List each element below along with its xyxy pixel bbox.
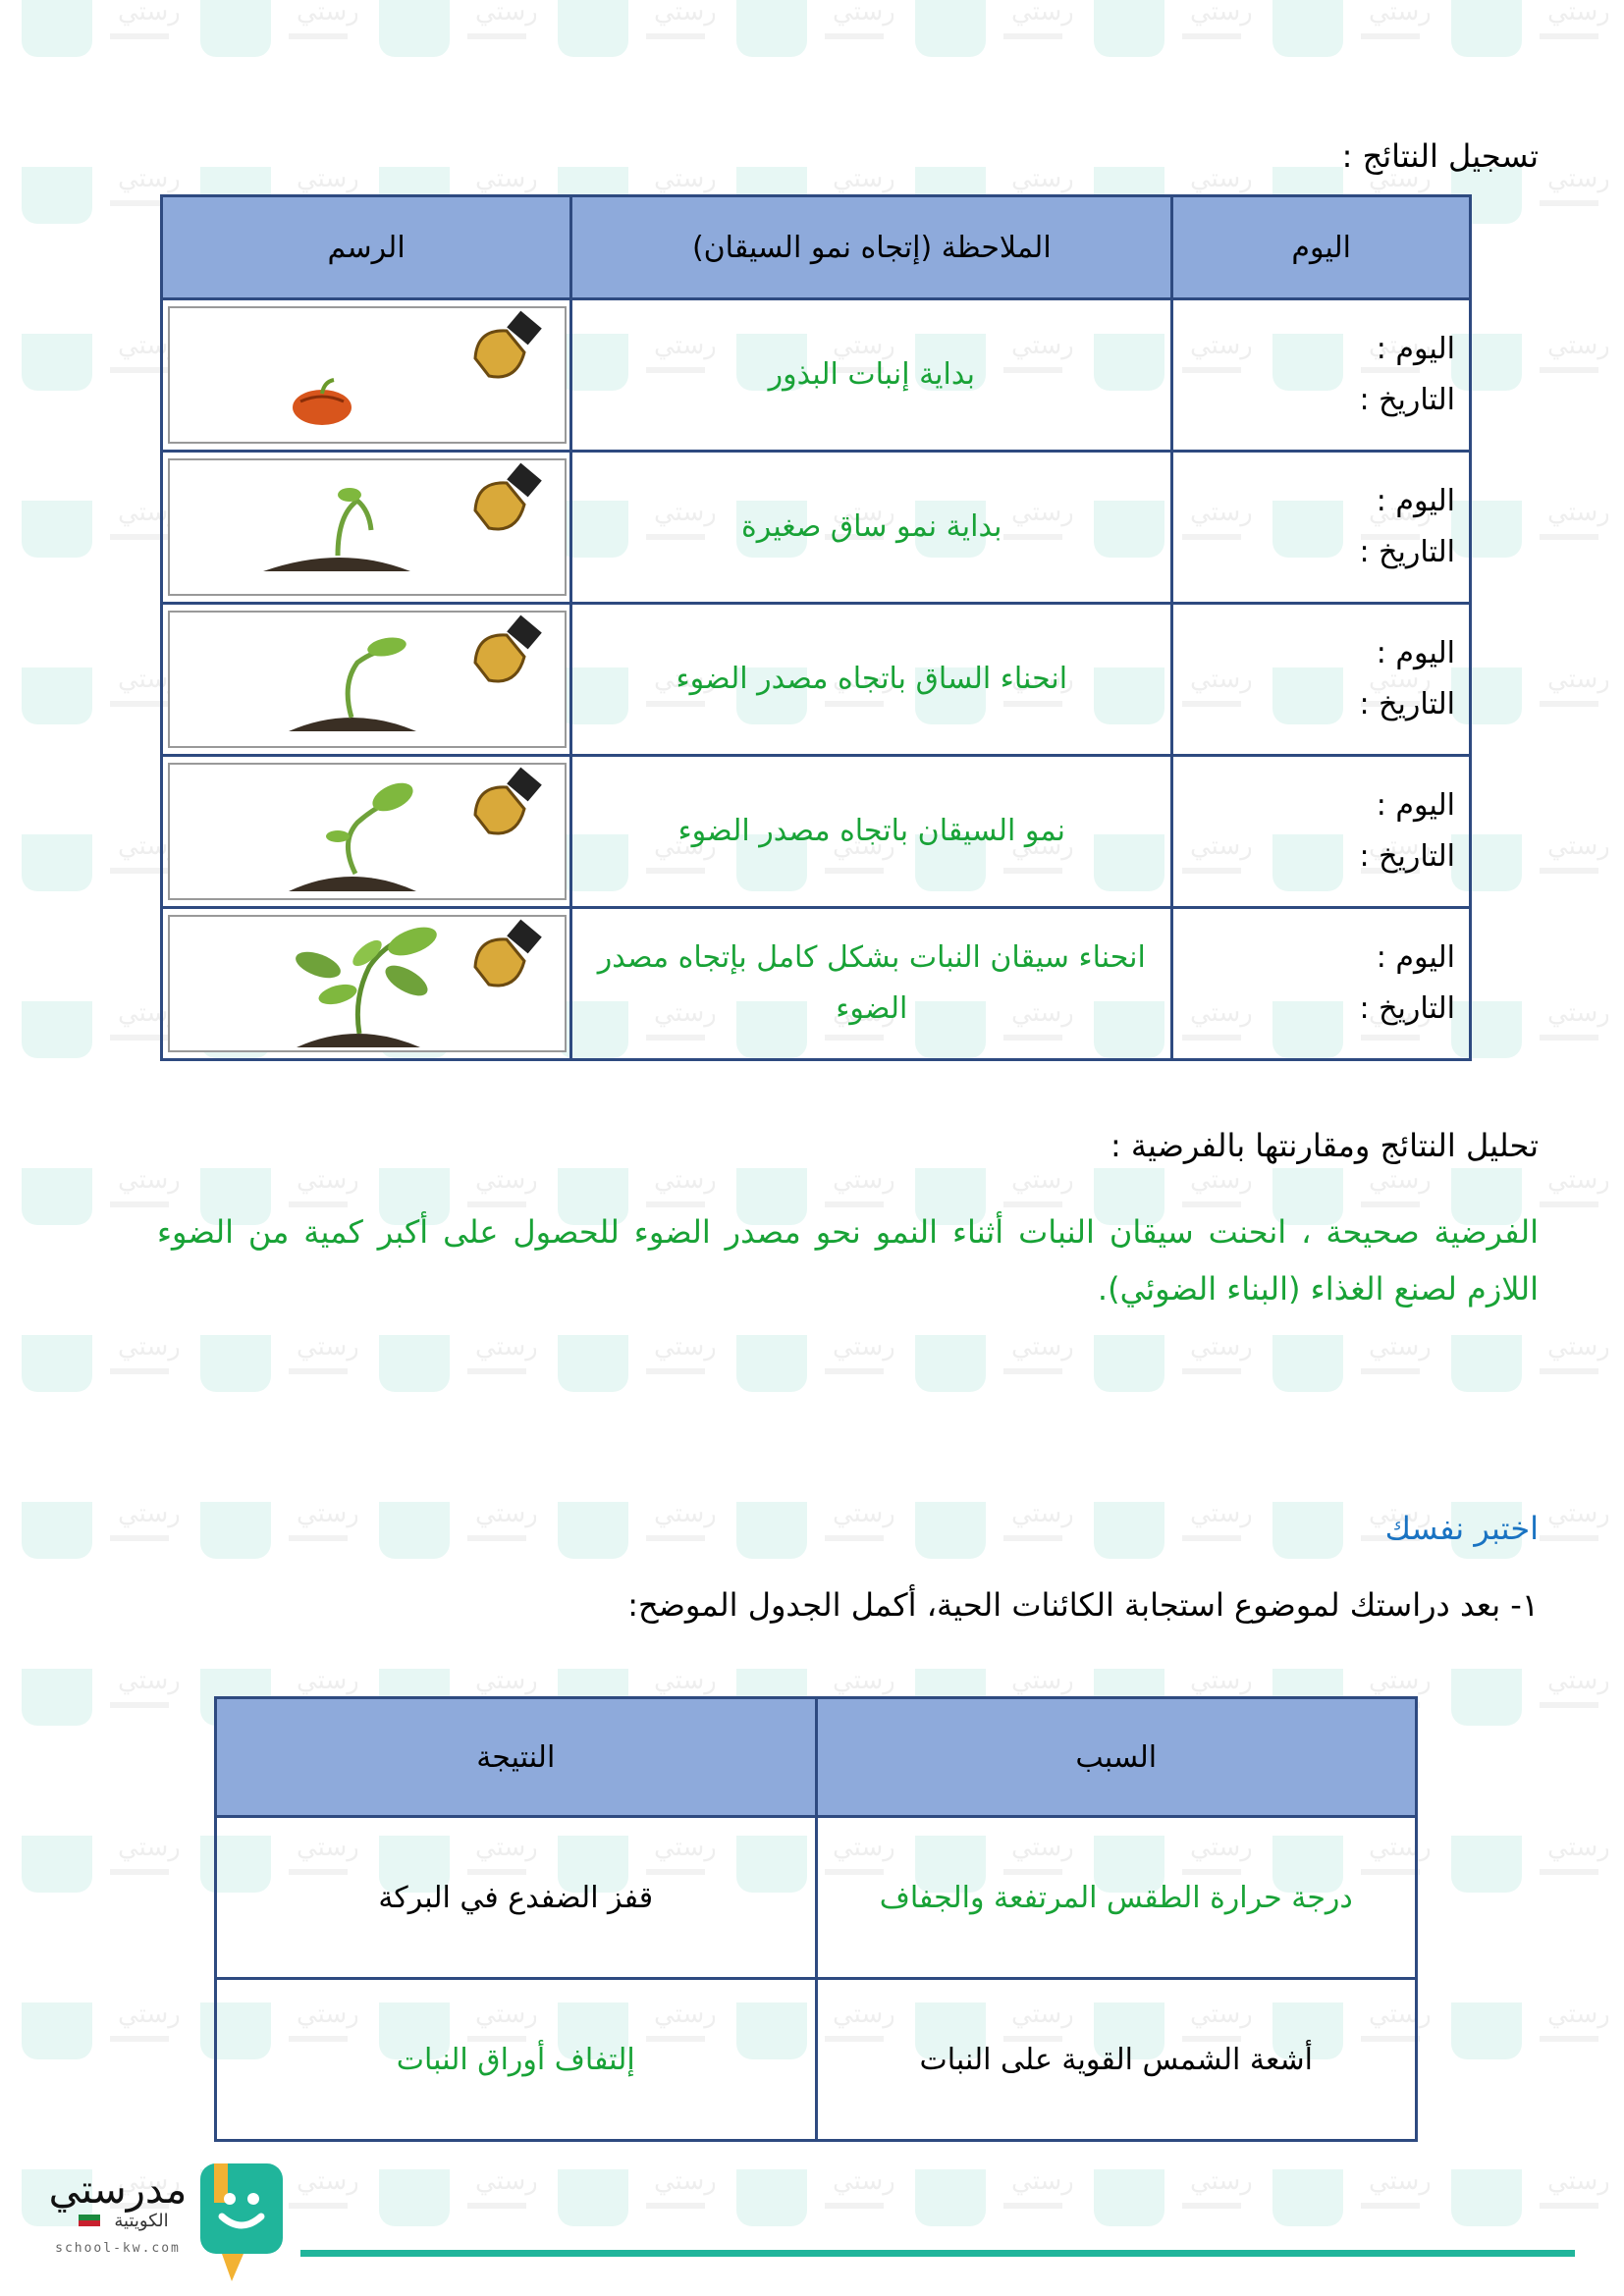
table-row bbox=[162, 604, 1471, 756]
date-label: التاريخ : bbox=[1359, 383, 1455, 417]
date-label: التاريخ : bbox=[1359, 535, 1455, 569]
seed-germination-drawing bbox=[165, 301, 569, 449]
logo-name: مدرستي bbox=[48, 2167, 188, 2213]
test-yourself-heading: اختبر نفسك bbox=[1384, 1510, 1539, 1547]
results-table bbox=[160, 194, 1472, 1061]
result-cell: قفز الضفدع في البركة bbox=[216, 1817, 817, 1979]
analysis-text: الفرضية صحيحة ، انحنت سيقان النبات أثناء النمو نحو مصدر الضوء للحصول على أكبر كمية من الضوء اللازم لصنع الغذاء (البناء الضوئي). bbox=[157, 1213, 1539, 1308]
question-1: ١- بعد دراستك لموضوع استجابة الكائنات الحية، أكمل الجدول الموضح: bbox=[627, 1586, 1539, 1624]
observation-cell: انحناء سيقان النبات بشكل كامل بإتجاه مصدر الضوء bbox=[571, 908, 1172, 1060]
footer-divider bbox=[300, 2250, 1575, 2257]
date-label: التاريخ : bbox=[1359, 991, 1455, 1026]
table-row bbox=[216, 1979, 1417, 2141]
observation-cell: بداية إنبات البذور bbox=[571, 299, 1172, 452]
table-row bbox=[162, 908, 1471, 1060]
result-cell: إلتفاف أوراق النبات bbox=[216, 1979, 817, 2141]
madrasati-logo bbox=[35, 2160, 291, 2287]
day-label: اليوم : bbox=[1376, 940, 1455, 975]
table-row bbox=[162, 452, 1471, 604]
date-label: التاريخ : bbox=[1359, 839, 1455, 874]
table-row bbox=[162, 299, 1471, 452]
header-day: اليوم bbox=[1172, 196, 1471, 299]
growing-stem-drawing bbox=[165, 758, 569, 905]
day-label: اليوم : bbox=[1376, 332, 1455, 366]
cause-cell: درجة حرارة الطقس المرتفعة والجفاف bbox=[816, 1817, 1417, 1979]
results-heading: تسجيل النتائج : bbox=[1341, 137, 1539, 175]
header-drawing: الرسم bbox=[162, 196, 571, 299]
observation-cell: نمو السيقان باتجاه مصدر الضوء bbox=[571, 756, 1172, 908]
cause-cell: أشعة الشمس القوية على النبات bbox=[816, 1979, 1417, 2141]
logo-subtitle: الكويتية bbox=[114, 2211, 169, 2231]
observation-cell: انحناء الساق باتجاه مصدر الضوء bbox=[571, 604, 1172, 756]
young-stem-drawing bbox=[165, 454, 569, 601]
header-cause: السبب bbox=[816, 1698, 1417, 1817]
bending-stem-drawing bbox=[165, 606, 569, 753]
header-result: النتيجة bbox=[216, 1698, 817, 1817]
table-row bbox=[162, 756, 1471, 908]
day-label: اليوم : bbox=[1376, 636, 1455, 670]
logo-site: school-kw.com bbox=[55, 2241, 181, 2256]
observation-cell: بداية نمو ساق صغيرة bbox=[571, 452, 1172, 604]
header-observation: الملاحظة (إتجاه نمو السيقان) bbox=[571, 196, 1172, 299]
day-label: اليوم : bbox=[1376, 788, 1455, 823]
mature-plant-drawing bbox=[165, 910, 569, 1057]
table-row bbox=[216, 1817, 1417, 1979]
day-label: اليوم : bbox=[1376, 484, 1455, 518]
date-label: التاريخ : bbox=[1359, 687, 1455, 721]
analysis-heading: تحليل النتائج ومقارنتها بالفرضية : bbox=[1110, 1127, 1539, 1164]
cause-result-table bbox=[214, 1696, 1418, 2142]
